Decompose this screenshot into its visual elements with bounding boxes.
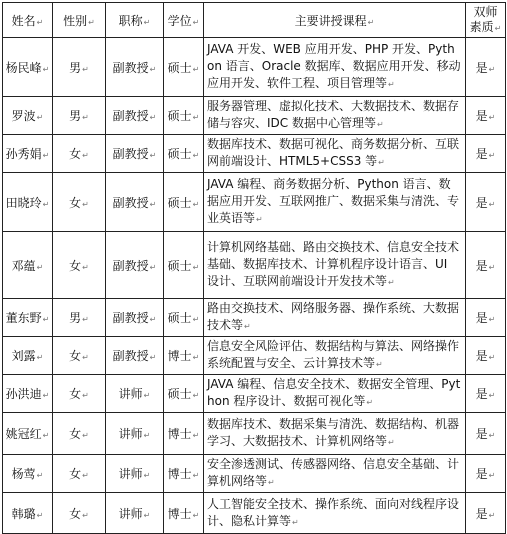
cell-gender: 女↵ bbox=[53, 493, 106, 534]
paragraph-mark: ↵ bbox=[82, 151, 89, 160]
table-row bbox=[3, 38, 506, 97]
paragraph-mark: ↵ bbox=[192, 431, 200, 440]
cell-degree: 硕士↵ bbox=[164, 173, 204, 232]
paragraph-mark: ↵ bbox=[42, 151, 50, 160]
paragraph-mark: ↵ bbox=[388, 438, 395, 447]
cell-dual-qualification: 是↵ bbox=[466, 375, 506, 413]
paragraph-mark: ↵ bbox=[143, 17, 151, 27]
table-row bbox=[3, 413, 506, 455]
cell-name: 邓蕴↵ bbox=[3, 232, 53, 299]
cell-courses: 数据库技术、数据采集与清洗、数据结构、机器学习、大数据技术、计算机网络等↵ bbox=[204, 413, 466, 455]
cell-gender: 女↵ bbox=[53, 173, 106, 232]
cell-gender: 女↵ bbox=[53, 455, 106, 493]
paragraph-mark: ↵ bbox=[488, 391, 496, 400]
paragraph-mark: ↵ bbox=[82, 431, 89, 440]
paragraph-mark: ↵ bbox=[378, 158, 385, 167]
header-degree: 学位↵ bbox=[164, 3, 204, 38]
cell-title: 副教授↵ bbox=[106, 38, 164, 97]
paragraph-mark: ↵ bbox=[36, 17, 44, 27]
paragraph-mark: ↵ bbox=[192, 510, 200, 520]
paragraph-mark: ↵ bbox=[192, 113, 200, 122]
paragraph-mark: ↵ bbox=[192, 17, 200, 27]
paragraph-mark: ↵ bbox=[192, 151, 200, 160]
paragraph-mark: ↵ bbox=[192, 64, 200, 74]
paragraph-mark: ↵ bbox=[82, 199, 89, 209]
paragraph-mark: ↵ bbox=[36, 471, 44, 480]
table-row bbox=[3, 299, 506, 337]
paragraph-mark: ↵ bbox=[149, 199, 157, 209]
table-row bbox=[3, 135, 506, 173]
cell-degree: 博士↵ bbox=[164, 413, 204, 455]
paragraph-mark: ↵ bbox=[256, 215, 263, 224]
cell-courses: 人工智能安全技术、操作系统、面向对线程序设计、隐私计算等↵ bbox=[204, 493, 466, 534]
paragraph-mark: ↵ bbox=[36, 262, 44, 272]
paragraph-mark: ↵ bbox=[82, 113, 89, 122]
paragraph-mark: ↵ bbox=[488, 315, 496, 324]
cell-gender: 女↵ bbox=[53, 135, 106, 173]
paragraph-mark: ↵ bbox=[143, 471, 151, 480]
paragraph-mark: ↵ bbox=[88, 17, 95, 27]
paragraph-mark: ↵ bbox=[488, 199, 496, 209]
header-gender: 性别↵ bbox=[53, 3, 106, 38]
cell-name: 姚冠红↵ bbox=[3, 413, 53, 455]
cell-dual-qualification: 是↵ bbox=[466, 337, 506, 375]
table-row bbox=[3, 455, 506, 493]
paragraph-mark: ↵ bbox=[82, 315, 89, 324]
paragraph-mark: ↵ bbox=[36, 353, 44, 362]
header-name: 姓名↵ bbox=[3, 3, 53, 38]
cell-courses: 计算机网络基础、路由交换技术、信息安全技术基础、数据库技术、计算机程序设计语言、UI 设计、互联网前端设计开发技术等↵ bbox=[204, 232, 466, 299]
header-row bbox=[3, 3, 506, 38]
paragraph-mark: ↵ bbox=[192, 391, 200, 400]
cell-name: 孙洪迪↵ bbox=[3, 375, 53, 413]
cell-courses: JAVA 编程、商务数据分析、Python 语言、数据应用开发、互联网推广、数据采集与清洗、专业英语等↵ bbox=[204, 173, 466, 232]
paragraph-mark: ↵ bbox=[388, 80, 395, 89]
paragraph-mark: ↵ bbox=[42, 64, 50, 74]
table-row bbox=[3, 375, 506, 413]
cell-name: 孙秀娟↵ bbox=[3, 135, 53, 173]
cell-title: 讲师↵ bbox=[106, 493, 164, 534]
cell-dual-qualification: 是↵ bbox=[466, 173, 506, 232]
paragraph-mark: ↵ bbox=[143, 431, 151, 440]
cell-courses: JAVA 编程、信息安全技术、数据安全管理、Python 程序设计、数据可视化等↵ bbox=[204, 375, 466, 413]
cell-dual-qualification: 是↵ bbox=[466, 299, 506, 337]
paragraph-mark: ↵ bbox=[488, 113, 496, 122]
cell-name: 刘露↵ bbox=[3, 337, 53, 375]
paragraph-mark: ↵ bbox=[82, 471, 89, 480]
cell-gender: 女↵ bbox=[53, 413, 106, 455]
paragraph-mark: ↵ bbox=[36, 113, 44, 122]
paragraph-mark: ↵ bbox=[268, 478, 275, 487]
paragraph-mark: ↵ bbox=[244, 322, 251, 331]
paragraph-mark: ↵ bbox=[488, 510, 496, 520]
paragraph-mark: ↵ bbox=[143, 391, 151, 400]
cell-name: 韩璐↵ bbox=[3, 493, 53, 534]
cell-name: 董东野↵ bbox=[3, 299, 53, 337]
table-row bbox=[3, 173, 506, 232]
cell-title: 讲师↵ bbox=[106, 455, 164, 493]
table-row bbox=[3, 97, 506, 135]
paragraph-mark: ↵ bbox=[488, 64, 496, 74]
cell-dual-qualification: 是↵ bbox=[466, 135, 506, 173]
paragraph-mark: ↵ bbox=[488, 431, 496, 440]
cell-title: 副教授↵ bbox=[106, 97, 164, 135]
paragraph-mark: ↵ bbox=[192, 262, 200, 272]
cell-degree: 硕士↵ bbox=[164, 135, 204, 173]
cell-title: 讲师↵ bbox=[106, 375, 164, 413]
cell-courses: 服务器管理、虚拟化技术、大数据技术、数据存储与容灾、IDC 数据中心管理等↵ bbox=[204, 97, 466, 135]
cell-degree: 博士↵ bbox=[164, 455, 204, 493]
cell-gender: 女↵ bbox=[53, 375, 106, 413]
paragraph-mark: ↵ bbox=[494, 23, 502, 33]
cell-title: 副教授↵ bbox=[106, 337, 164, 375]
cell-gender: 男↵ bbox=[53, 97, 106, 135]
cell-gender: 男↵ bbox=[53, 38, 106, 97]
cell-gender: 女↵ bbox=[53, 337, 106, 375]
paragraph-mark: ↵ bbox=[149, 113, 157, 122]
table-row bbox=[3, 337, 506, 375]
paragraph-mark: ↵ bbox=[149, 262, 157, 272]
paragraph-mark: ↵ bbox=[42, 431, 50, 440]
paragraph-mark: ↵ bbox=[149, 353, 157, 362]
cell-degree: 硕士↵ bbox=[164, 97, 204, 135]
paragraph-mark: ↵ bbox=[192, 471, 200, 480]
paragraph-mark: ↵ bbox=[82, 64, 89, 74]
cell-gender: 女↵ bbox=[53, 232, 106, 299]
cell-courses: 安全渗透测试、传感器网络、信息安全基础、计算机网络等↵ bbox=[204, 455, 466, 493]
paragraph-mark: ↵ bbox=[376, 360, 383, 369]
paragraph-mark: ↵ bbox=[192, 353, 200, 362]
cell-title: 副教授↵ bbox=[106, 299, 164, 337]
paragraph-mark: ↵ bbox=[42, 199, 50, 209]
cell-courses: 信息安全风险评估、数据结构与算法、网络操作系统配置与安全、云计算技术等↵ bbox=[204, 337, 466, 375]
paragraph-mark: ↵ bbox=[376, 120, 384, 129]
cell-title: 副教授↵ bbox=[106, 135, 164, 173]
cell-courses: JAVA 开发、WEB 应用开发、PHP 开发、Python 语言、Oracle 数据库、数据应用开发、移动应用开发、软件工程、项目管理等↵ bbox=[204, 38, 466, 97]
paragraph-mark: ↵ bbox=[292, 517, 299, 527]
paragraph-mark: ↵ bbox=[488, 262, 496, 272]
header-title: 职称↵ bbox=[106, 3, 164, 38]
table-body bbox=[3, 38, 506, 534]
cell-degree: 硕士↵ bbox=[164, 375, 204, 413]
paragraph-mark: ↵ bbox=[149, 151, 157, 160]
paragraph-mark: ↵ bbox=[82, 353, 89, 362]
cell-dual-qualification: 是↵ bbox=[466, 232, 506, 299]
header-dual-qualification: 双师 素质↵ bbox=[466, 3, 506, 38]
paragraph-mark: ↵ bbox=[488, 471, 496, 480]
paragraph-mark: ↵ bbox=[388, 278, 395, 287]
paragraph-mark: ↵ bbox=[82, 510, 89, 520]
cell-title: 讲师↵ bbox=[106, 413, 164, 455]
paragraph-mark: ↵ bbox=[42, 315, 50, 324]
cell-degree: 博士↵ bbox=[164, 493, 204, 534]
paragraph-mark: ↵ bbox=[367, 17, 375, 27]
table-row bbox=[3, 493, 506, 534]
paragraph-mark: ↵ bbox=[149, 64, 157, 74]
cell-degree: 博士↵ bbox=[164, 337, 204, 375]
cell-dual-qualification: 是↵ bbox=[466, 38, 506, 97]
cell-name: 杨民峰↵ bbox=[3, 38, 53, 97]
paragraph-mark: ↵ bbox=[82, 391, 89, 400]
cell-gender: 男↵ bbox=[53, 299, 106, 337]
table-row bbox=[3, 232, 506, 299]
cell-dual-qualification: 是↵ bbox=[466, 97, 506, 135]
paragraph-mark: ↵ bbox=[488, 151, 496, 160]
cell-title: 副教授↵ bbox=[106, 173, 164, 232]
cell-name: 田晓玲↵ bbox=[3, 173, 53, 232]
header-courses: 主要讲授课程↵ bbox=[204, 3, 466, 38]
paragraph-mark: ↵ bbox=[149, 315, 157, 324]
cell-dual-qualification: 是↵ bbox=[466, 413, 506, 455]
paragraph-mark: ↵ bbox=[366, 398, 374, 407]
paragraph-mark: ↵ bbox=[143, 510, 151, 520]
cell-degree: 硕士↵ bbox=[164, 232, 204, 299]
cell-name: 杨莺↵ bbox=[3, 455, 53, 493]
paragraph-mark: ↵ bbox=[36, 510, 44, 520]
paragraph-mark: ↵ bbox=[192, 315, 200, 324]
paragraph-mark: ↵ bbox=[488, 353, 496, 362]
cell-dual-qualification: 是↵ bbox=[466, 455, 506, 493]
cell-courses: 路由交换技术、网络服务器、操作系统、大数据技术等↵ bbox=[204, 299, 466, 337]
faculty-table bbox=[2, 2, 506, 534]
cell-degree: 硕士↵ bbox=[164, 299, 204, 337]
cell-title: 副教授↵ bbox=[106, 232, 164, 299]
paragraph-mark: ↵ bbox=[42, 391, 50, 400]
cell-name: 罗波↵ bbox=[3, 97, 53, 135]
cell-dual-qualification: 是↵ bbox=[466, 493, 506, 534]
paragraph-mark: ↵ bbox=[82, 262, 89, 272]
cell-courses: 数据库技术、数据可视化、商务数据分析、互联网前端设计、HTML5+CSS3 等↵ bbox=[204, 135, 466, 173]
cell-degree: 硕士↵ bbox=[164, 38, 204, 97]
paragraph-mark: ↵ bbox=[192, 199, 200, 209]
